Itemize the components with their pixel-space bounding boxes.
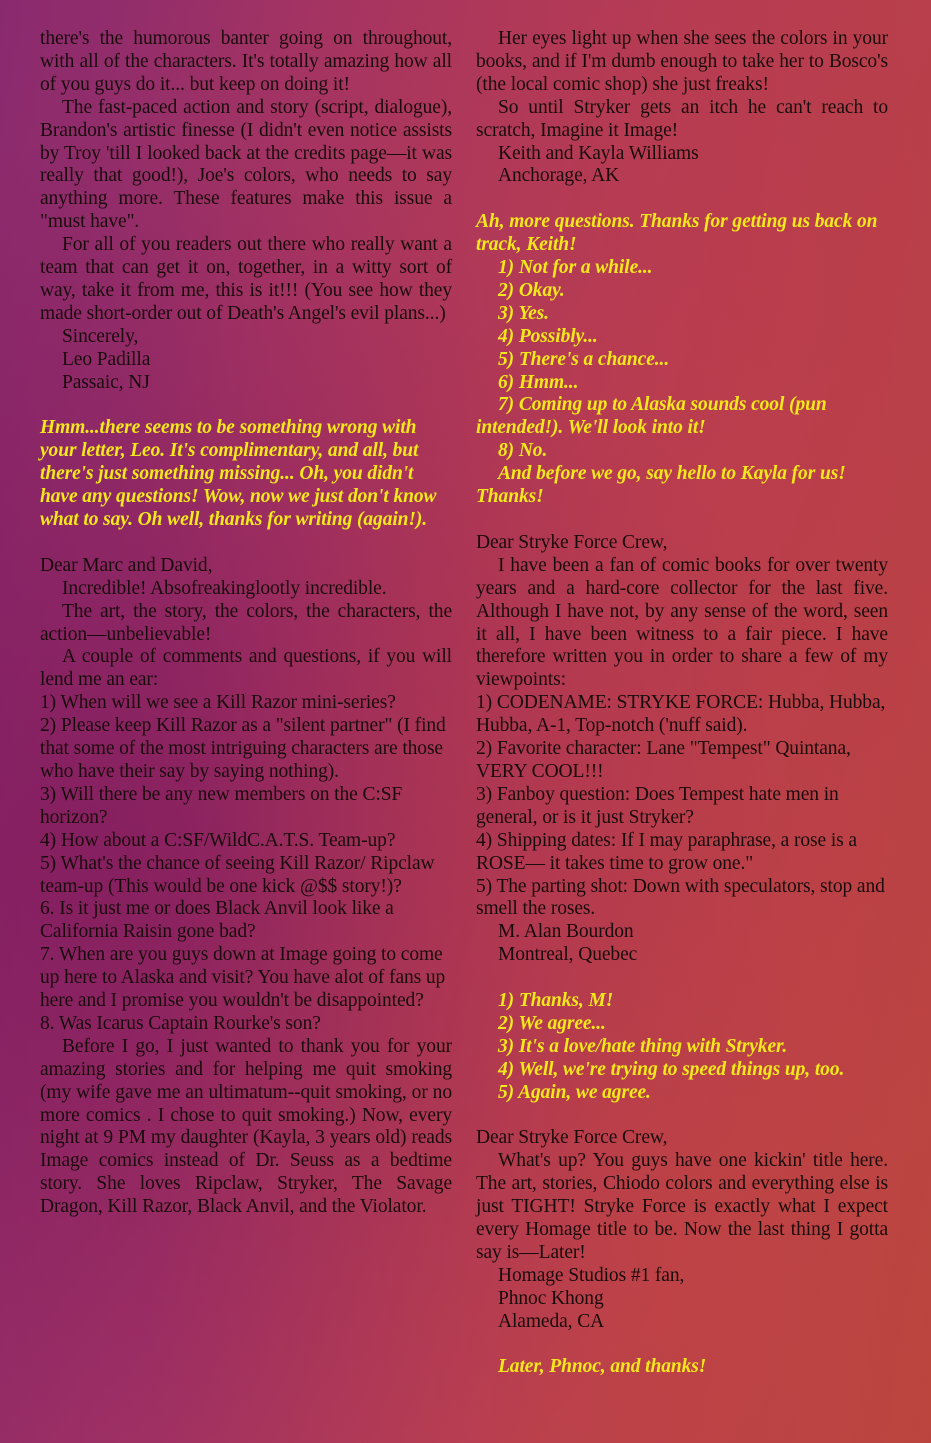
paragraph-gap bbox=[40, 395, 452, 418]
left-letter-text: For all of you readers out there who really want a team that can get it on, together, in a witty sort of way, take it from me, this is it!!! (You see how they made short-order out of Death's Angel's evil plans...) bbox=[40, 234, 452, 324]
right-editor-reply: 3) It's a love/hate thing with Stryker. bbox=[498, 1035, 788, 1057]
left-letter-text: Passaic, NJ bbox=[62, 371, 150, 393]
left-letter-text: Before I go, I just wanted to thank you for your amazing stories and for helping me quit smoking (my wife gave me an ultimatum--quit smoking, or no more comics . I chose to quit smoking.) Now, every night at 9 PM my daughter (Kayla, 3 years old) reads Image comics instead of Dr. Seuss as a bedtime story. She loves Ripclaw, Stryker, The Savage Dragon, Kill Razor, Black Anvil, and the Violator. bbox=[40, 1035, 452, 1218]
paragraph-gap bbox=[476, 509, 888, 532]
right-letter-text: Her eyes light up when she sees the colors in your books, and if I'm dumb enough to take her to Bosco's (the local comic shop) she just freaks! bbox=[476, 28, 888, 95]
left-letter-text: 6. Is it just me or does Black Anvil look like a California Raisin gone bad? bbox=[40, 898, 394, 943]
left-letter-text: The fast-paced action and story (script, dialogue), Brandon's artistic finesse (I didn't even notice assists by Troy 'till I looked back at the credits page—it was really that good!), Joe's colors, who needs to say anything more. These features make this issue a "must have". bbox=[40, 96, 452, 233]
left-letter-text: 8. Was Icarus Captain Rourke's son? bbox=[40, 1012, 321, 1034]
right-editor-reply: 1) Not for a while... bbox=[498, 257, 653, 279]
left-editor-reply: Hmm...there seems to be something wrong with your letter, Leo. It's complimentary, and all, but there's just something missing... Oh, you didn't have any questions! Wow, now we just don't know what to say. Oh well, thanks for writing (again!). bbox=[40, 417, 437, 531]
left-letter-text: Leo Padilla bbox=[62, 348, 151, 370]
right-letter-text: 4) Shipping dates: If I may paraphrase, a rose is a ROSE— it takes time to grow one." bbox=[476, 829, 857, 874]
left-letter-text: there's the humorous banter going on throughout, with all of the characters. It's totally amazing how all of you guys do it... but keep on doing it! bbox=[40, 28, 452, 95]
right-letter-text: Alameda, CA bbox=[498, 1310, 605, 1332]
paragraph-gap bbox=[40, 532, 452, 555]
right-letter-text: 1) CODENAME: STRYKE FORCE: Hubba, Hubba, Hubba, A-1, Top-notch ('nuff said). bbox=[476, 692, 886, 737]
right-letter-text: Dear Stryke Force Crew, bbox=[476, 531, 668, 553]
left-letter-text: A couple of comments and questions, if you will lend me an ear: bbox=[40, 646, 452, 691]
left-letter-text: Dear Marc and David, bbox=[40, 554, 213, 576]
right-letter-text: Phnoc Khong bbox=[498, 1287, 604, 1309]
right-editor-reply: Ah, more questions. Thanks for getting us back on track, Keith! bbox=[476, 211, 878, 256]
left-letter-text: The art, the story, the colors, the characters, the action—unbelievable! bbox=[40, 600, 452, 645]
right-editor-reply: 5) Again, we agree. bbox=[498, 1081, 651, 1103]
right-letter-text: M. Alan Bourdon bbox=[498, 921, 634, 943]
paragraph-gap bbox=[476, 1334, 888, 1357]
right-editor-reply: 4) Well, we're trying to speed things up, too. bbox=[498, 1058, 845, 1080]
paragraph-gap bbox=[476, 188, 888, 211]
right-letter-text: 2) Favorite character: Lane "Tempest" Quintana, VERY COOL!!! bbox=[476, 738, 851, 782]
right-editor-reply: And before we go, say hello to Kayla for us! Thanks! bbox=[476, 463, 846, 508]
right-letter-text: 5) The parting shot: Down with speculators, stop and smell the roses. bbox=[476, 875, 885, 920]
right-letter-text: Homage Studios #1 fan, bbox=[498, 1264, 685, 1286]
right-editor-reply: 2) Okay. bbox=[498, 279, 565, 301]
right-letter-text: Montreal, Quebec bbox=[498, 944, 638, 966]
paragraph-gap bbox=[476, 1105, 888, 1128]
right-editor-reply: 6) Hmm... bbox=[498, 371, 579, 393]
right-editor-reply: 3) Yes. bbox=[498, 302, 549, 324]
right-letter-text: Dear Stryke Force Crew, bbox=[476, 1127, 668, 1149]
paragraph-gap bbox=[476, 967, 888, 990]
left-letter-text: 1) When will we see a Kill Razor mini-series? bbox=[40, 692, 396, 714]
right-letter-text: Anchorage, AK bbox=[498, 165, 620, 187]
right-editor-reply: Later, Phnoc, and thanks! bbox=[498, 1356, 707, 1378]
right-editor-reply: 2) We agree... bbox=[498, 1012, 606, 1034]
right-editor-reply: 8) No. bbox=[498, 440, 548, 462]
left-letter-text: 7. When are you guys down at Image going to come up here to Alaska and visit? You have alot of fans up here and I promise you wouldn't be disappointed? bbox=[40, 944, 446, 1012]
left-letter-text: Sincerely, bbox=[62, 325, 139, 347]
right-letter-text: What's up? You guys have one kickin' title here. The art, stories, Chiodo colors and everything else is just TIGHT! Stryke Force is exactly what I expect every Homage title to be. Now the last thing I gotta say is—Later! bbox=[476, 1150, 888, 1263]
right-letter-text: I have been a fan of comic books for over twenty years and a hard-core collector for the last five. Although I have not, by any sense of the word, seen it all, I have been witness to a fair piece. I have therefore written you in order to share a few of my viewpoints: bbox=[476, 554, 888, 691]
left-letter-text: 3) Will there be any new members on the C:SF horizon? bbox=[40, 783, 403, 828]
left-letter-text: 2) Please keep Kill Razor as a "silent partner" (I find that some of the most intriguing characters are those who have their say by saying nothing). bbox=[40, 715, 446, 782]
right-letter-text: So until Stryker gets an itch he can't reach to scratch, Imagine it Image! bbox=[476, 96, 888, 141]
right-editor-reply: 7) Coming up to Alaska sounds cool (pun intended!). We'll look into it! bbox=[476, 394, 827, 439]
right-letter-text: 3) Fanboy question: Does Tempest hate men in general, or is it just Stryker? bbox=[476, 783, 839, 828]
left-letter-text: Incredible! Absofreakinglootly incredible. bbox=[62, 577, 387, 599]
left-letter-text: 5) What's the chance of seeing Kill Razor/ Ripclaw team-up (This would be one kick @$$ story!)? bbox=[40, 852, 435, 897]
right-column bbox=[476, 28, 888, 1379]
left-letter-text: 4) How about a C:SF/WildC.A.T.S. Team-up? bbox=[40, 829, 396, 851]
right-editor-reply: 4) Possibly... bbox=[498, 325, 598, 347]
right-letter-text: Keith and Kayla Williams bbox=[498, 142, 699, 164]
left-column bbox=[40, 28, 452, 1219]
right-editor-reply: 5) There's a chance... bbox=[498, 348, 670, 370]
right-editor-reply: 1) Thanks, M! bbox=[498, 990, 614, 1012]
